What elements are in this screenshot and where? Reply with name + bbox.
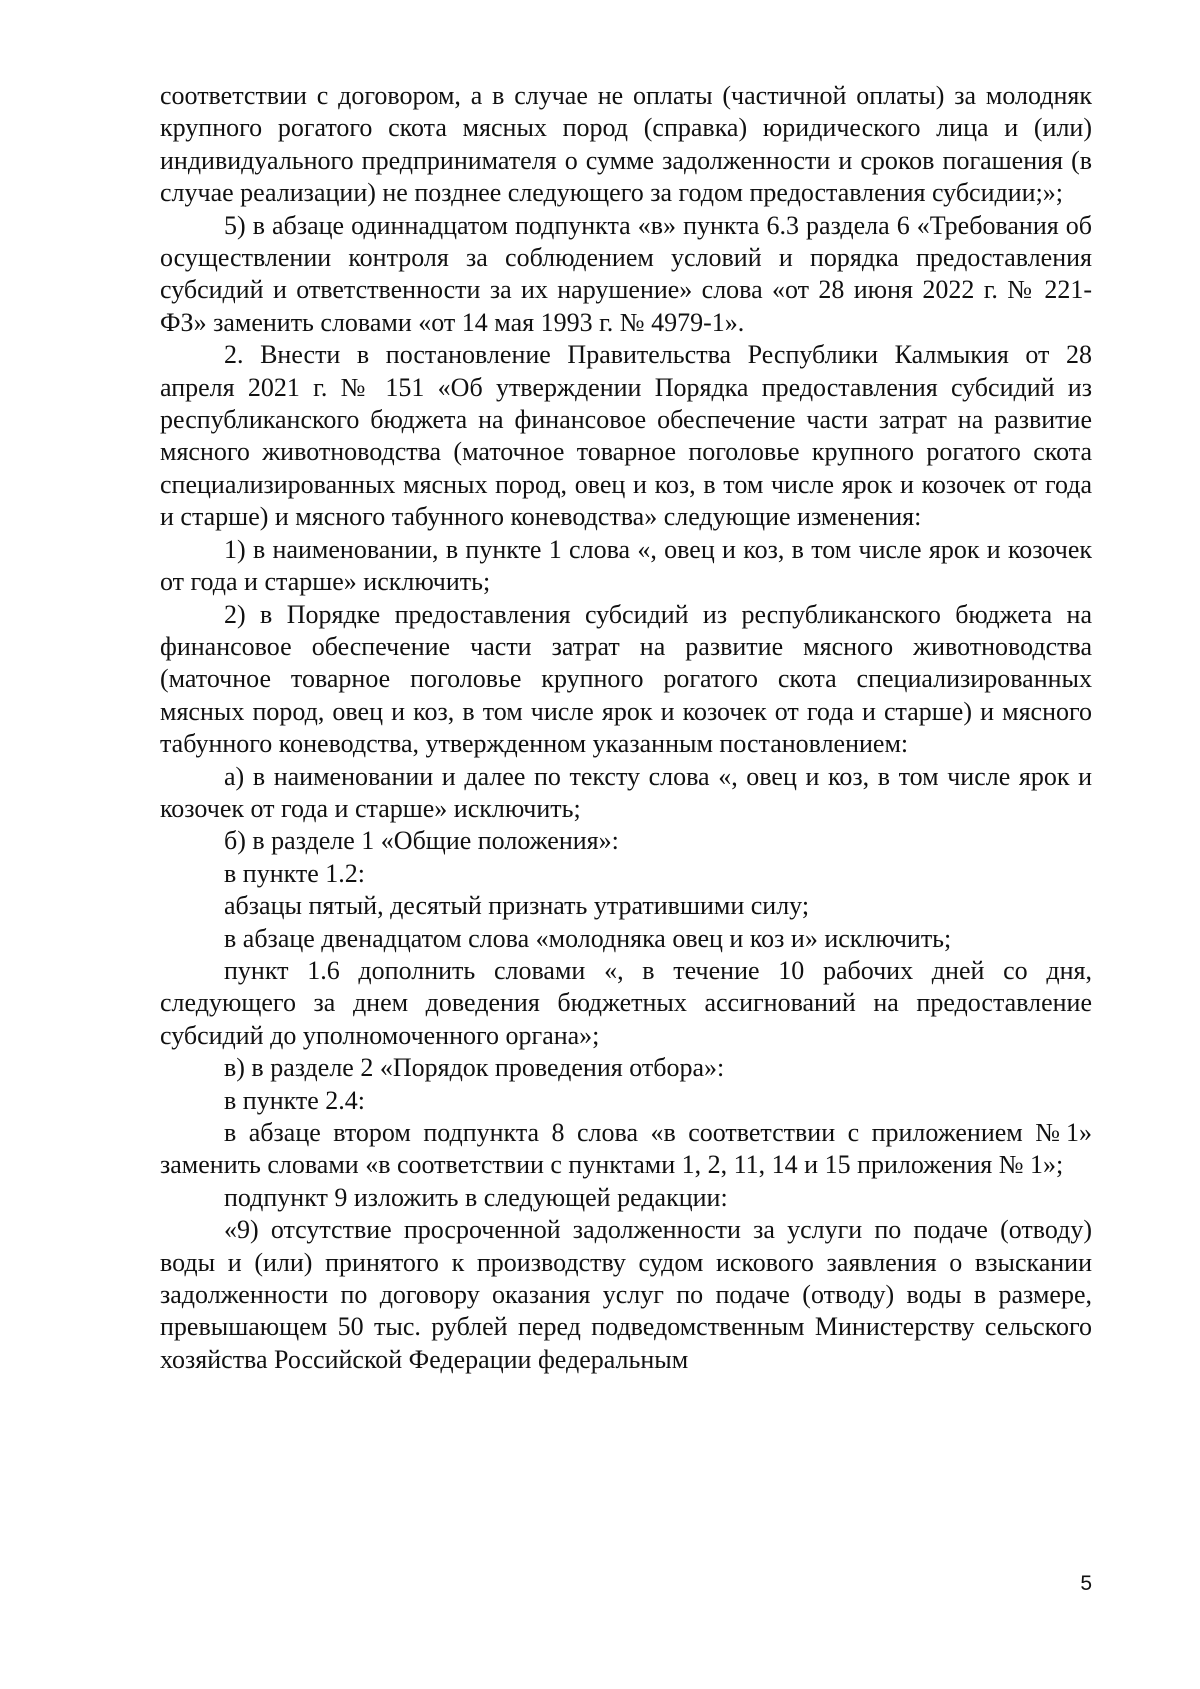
paragraph-subpoint-9-text: «9) отсутствие просроченной задолженности за услуги по подаче (отводу) воды и (или) принятого к производству судом искового заявления о взыскании задолженности по договору оказания услуг по подаче (отводу) воды в размере, превышающем 50 тыс. рублей перед подведомственным Министерству сельского хозяйства Российской Федерации федеральным — [160, 1215, 1092, 1374]
paragraph-subitem-2: 2) в Порядке предоставления субсидий из республиканского бюджета на финансовое обеспечение части затрат на развитие мясного животноводства (маточное товарное поголовье крупного рогатого скота специализированных мясных пород, овец и коз, в том числе ярок и козочек от года и старше) и мясного табунного коневодства, утвержденном указанным постановлением: — [160, 599, 1092, 759]
paragraph-subitem-1: 1) в наименовании, в пункте 1 слова «, овец и коз, в том числе ярок и козочек от года и старше» исключить; — [160, 534, 1092, 597]
paragraph-subitem-b: б) в разделе 1 «Общие положения»: — [224, 826, 619, 856]
paragraph-subpoint-9-intro: подпункт 9 изложить в следующей редакции: — [224, 1182, 728, 1212]
paragraph-subitem-a: а) в наименовании и далее по тексту слова «, овец и коз, в том числе ярок и козочек от года и старше» исключить; — [160, 761, 1092, 823]
document-body — [160, 80, 1092, 1376]
paragraph-point-2-4: в пункте 2.4: — [224, 1085, 366, 1115]
paragraph-point-2: 2. Внести в постановление Правительства Республики Калмыкия от 28 апреля 2021 г. № 151 «Об утверждении Порядка предоставления субсидий из республиканского бюджета на финансовое обеспечение части затрат на развитие мясного животноводства (маточное товарное поголовье крупного рогатого скота специализированных мясных пород, овец и коз, в том числе ярок и козочек от года и старше) и мясного табунного коневодства» следующие изменения: — [160, 340, 1092, 532]
paragraph-abzacy: абзацы пятый, десятый признать утратившими силу; — [224, 891, 810, 921]
paragraph-item-5: 5) в абзаце одиннадцатом подпункта «в» пункта 6.3 раздела 6 «Требования об осуществлении контроля за соблюдением условий и порядка предоставления субсидий и ответственности за их нарушение» слова «от 28 июня 2022 г. № 221-ФЗ» заменить словами «от 14 мая 1993 г. № 4979-1». — [160, 210, 1092, 337]
paragraph-subpoint-8: в абзаце втором подпункта 8 слова «в соответствии с приложением №1» заменить словами «в соответствии с пунктами 1, 2, 11, 14 и 15 приложения № 1»; — [160, 1118, 1092, 1180]
paragraph-subitem-v: в) в разделе 2 «Порядок проведения отбора»: — [224, 1053, 725, 1083]
paragraph-point-1-6: пункт 1.6 дополнить словами «, в течение 10 рабочих дней со дня, следующего за днем доведения бюджетных ассигнований на предоставление субсидий до уполномоченного органа»; — [160, 955, 1092, 1050]
paragraph-abzac-12: в абзаце двенадцатом слова «молодняка овец и коз и» исключить; — [224, 923, 952, 953]
page-number: 5 — [1080, 1572, 1092, 1595]
paragraph-continuation: соответствии с договором, а в случае не оплаты (частичной оплаты) за молодняк крупного рогатого скота мясных пород (справка) юридического лица и (или) индивидуального предпринимателя о сумме задолженности и сроков погашения (в случае реализации) не позднее следующего за годом предоставления субсидии;»; — [160, 81, 1092, 208]
paragraph-point-1-2: в пункте 1.2: — [224, 858, 366, 888]
